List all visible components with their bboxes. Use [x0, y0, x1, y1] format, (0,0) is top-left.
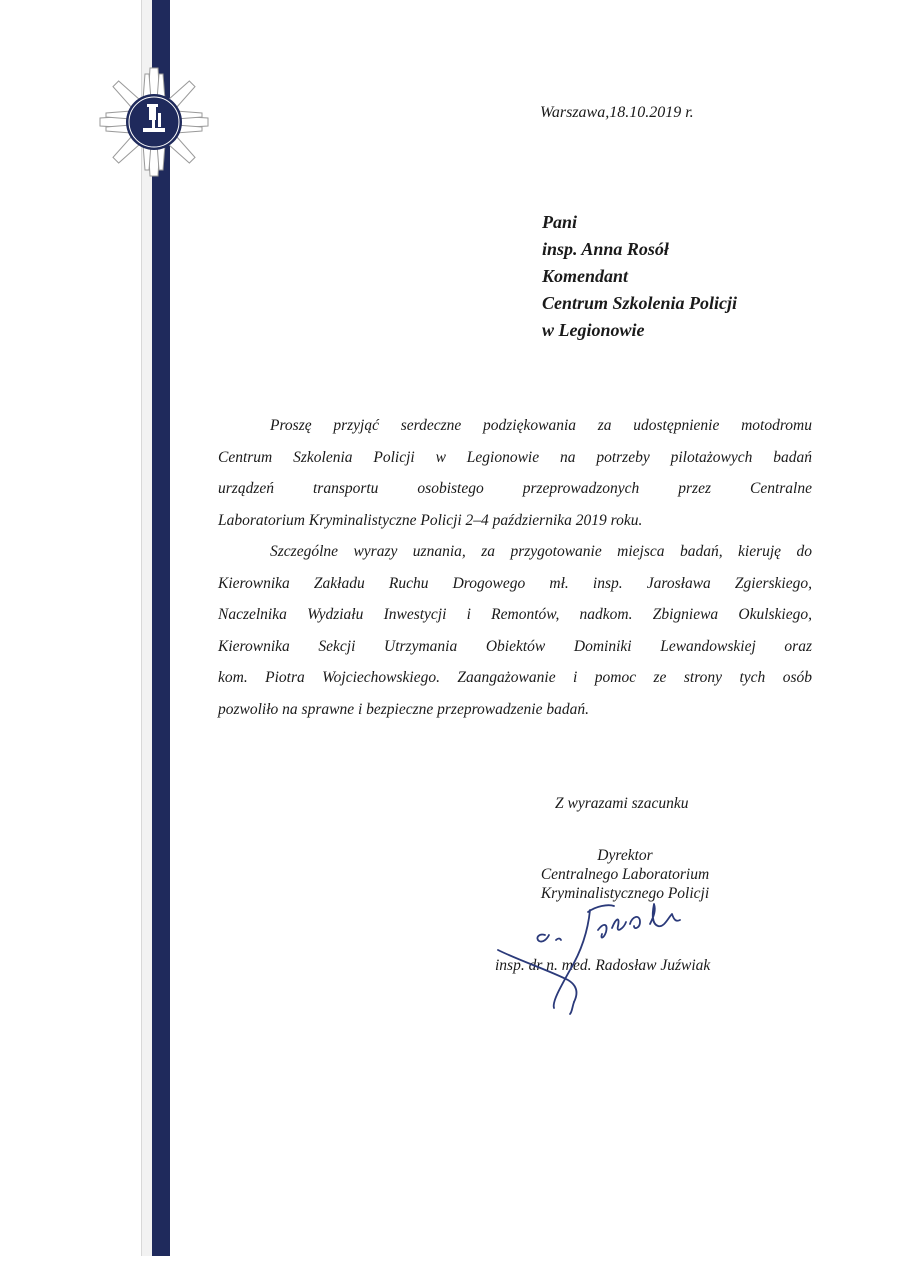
signatory-title-line: Dyrektor — [597, 847, 653, 864]
signatory-title-line: Kryminalistycznego Policji — [540, 885, 710, 902]
paragraph-2-line: kom. Piotra Wojciechowskiego. Zaangażowanie i pomoc ze strony tych osób — [218, 669, 812, 686]
recipient-line: Komendant — [542, 266, 629, 286]
paragraph-2-line: Kierownika Sekcji Utrzymania Obiektów Dominiki Lewandowskiej oraz — [218, 637, 812, 655]
paragraph-1-line: Laboratorium Kryminalistyczne Policji 2–4 października 2019 roku. — [218, 511, 643, 529]
recipient-line: Centrum Szkolenia Policji — [542, 293, 738, 313]
signatory-title-line: Centralnego Laboratorium — [540, 866, 710, 883]
paragraph-2-line: Naczelnika Wydziału Inwestycji i Remontów, nadkom. Zbigniewa Okulskiego, — [218, 606, 812, 623]
recipient-line: Pani — [542, 212, 578, 232]
letter-body — [218, 410, 812, 725]
recipient-line: w Legionowie — [542, 320, 645, 340]
signatory-name: insp. dr n. med. Radosław Juźwiak — [495, 957, 711, 974]
decorative-stripe-navy — [152, 0, 170, 1256]
closing-salutation: Z wyrazami szacunku — [555, 795, 689, 812]
paragraph-2-line: Kierownika Zakładu Ruchu Drogowego mł. insp. Jarosława Zgierskiego, — [218, 574, 812, 592]
paragraph-2-line: Szczególne wyrazy uznania, za przygotowanie miejsca badań, kieruję do — [270, 543, 812, 560]
letter-date: Warszawa,18.10.2019 r. — [540, 104, 694, 121]
recipient-line: insp. Anna Rosół — [542, 239, 669, 259]
paragraph-2-line: pozwoliło na sprawne i bezpieczne przeprowadzenie badań. — [218, 700, 589, 718]
paragraph-1-line: Proszę przyjąć serdeczne podziękowania za udostępnienie motodromu — [270, 417, 812, 434]
police-star-emblem-icon — [98, 66, 210, 178]
paragraph-1-line: Centrum Szkolenia Policji w Legionowie na potrzeby pilotażowych badań — [218, 448, 812, 466]
paragraph-1-line: urządzeń transportu osobistego przeprowadzonych przez Centralne — [218, 480, 812, 497]
handwritten-signature — [490, 890, 710, 1025]
recipient-address — [542, 209, 737, 344]
